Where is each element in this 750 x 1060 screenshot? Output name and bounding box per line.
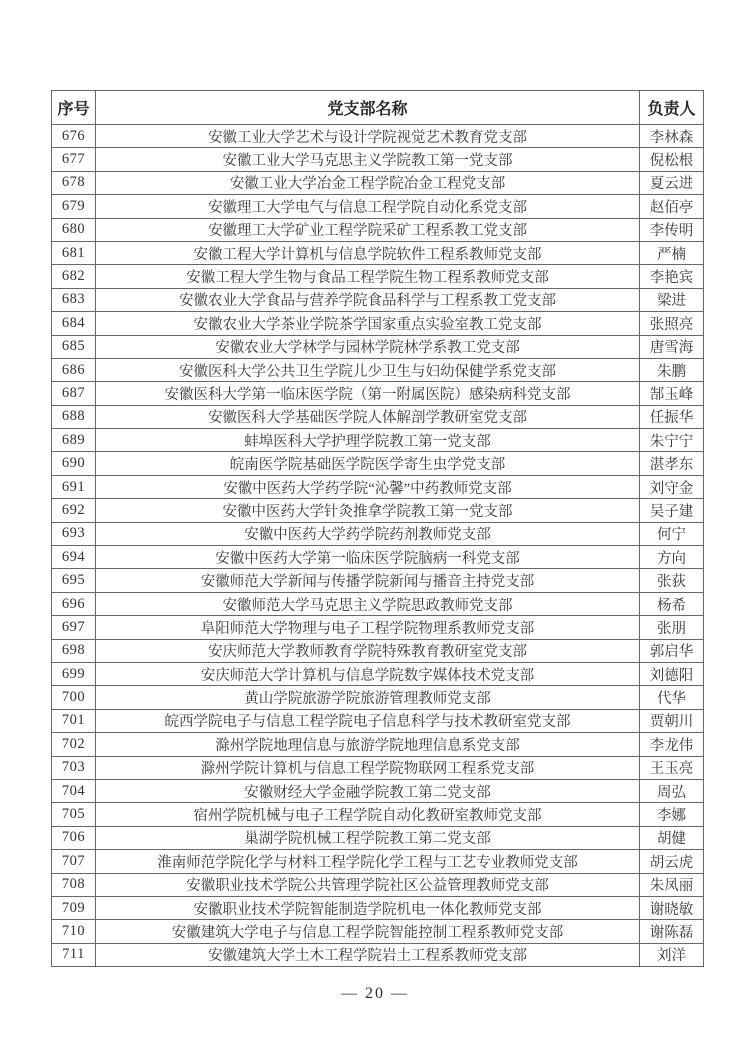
cell-serial-number: 695	[52, 569, 96, 592]
table-row	[52, 312, 704, 335]
cell-branch-name: 安庆师范大学计算机与信息学院数字媒体技术党支部	[96, 662, 640, 685]
table-row	[52, 733, 704, 756]
table-row	[52, 265, 704, 288]
cell-person-in-charge: 杨希	[640, 592, 704, 615]
cell-branch-name: 皖南医学院基础医学院医学寄生虫学党支部	[96, 452, 640, 475]
cell-branch-name: 安徽职业技术学院公共管理学院社区公益管理教师党支部	[96, 873, 640, 896]
table-row	[52, 405, 704, 428]
table-row	[52, 546, 704, 569]
cell-serial-number: 692	[52, 499, 96, 522]
cell-serial-number: 706	[52, 826, 96, 849]
cell-serial-number: 678	[52, 171, 96, 194]
table-body	[52, 125, 704, 967]
cell-serial-number: 711	[52, 943, 96, 966]
cell-person-in-charge: 刘洋	[640, 943, 704, 966]
cell-branch-name: 安徽工程大学计算机与信息学院软件工程系教师党支部	[96, 241, 640, 264]
table-row	[52, 616, 704, 639]
cell-serial-number: 684	[52, 312, 96, 335]
cell-branch-name: 安徽中医药大学药学院“沁馨”中药教师党支部	[96, 475, 640, 498]
table-row	[52, 171, 704, 194]
table-row	[52, 569, 704, 592]
table-row	[52, 125, 704, 148]
cell-branch-name: 皖西学院电子与信息工程学院电子信息科学与技术教研室党支部	[96, 709, 640, 732]
cell-serial-number: 707	[52, 850, 96, 873]
cell-branch-name: 滁州学院地理信息与旅游学院地理信息系党支部	[96, 733, 640, 756]
cell-branch-name: 安徽师范大学新闻与传播学院新闻与播音主持党支部	[96, 569, 640, 592]
table-row	[52, 756, 704, 779]
cell-serial-number: 686	[52, 358, 96, 381]
table-row	[52, 709, 704, 732]
cell-serial-number: 699	[52, 662, 96, 685]
cell-serial-number: 704	[52, 779, 96, 802]
cell-person-in-charge: 朱宁宁	[640, 429, 704, 452]
cell-person-in-charge: 胡云虎	[640, 850, 704, 873]
cell-serial-number: 688	[52, 405, 96, 428]
cell-person-in-charge: 任振华	[640, 405, 704, 428]
cell-branch-name: 安徽工业大学冶金工程学院冶金工程党支部	[96, 171, 640, 194]
cell-serial-number: 710	[52, 920, 96, 943]
cell-serial-number: 698	[52, 639, 96, 662]
cell-person-in-charge: 刘守金	[640, 475, 704, 498]
cell-person-in-charge: 李艳宾	[640, 265, 704, 288]
table-row	[52, 358, 704, 381]
table-row	[52, 499, 704, 522]
table-row	[52, 218, 704, 241]
cell-person-in-charge: 李传明	[640, 218, 704, 241]
cell-branch-name: 安徽中医药大学药学院药剂教师党支部	[96, 522, 640, 545]
cell-branch-name: 宿州学院机械与电子工程学院自动化教研室教师党支部	[96, 803, 640, 826]
cell-serial-number: 709	[52, 896, 96, 919]
table-row	[52, 850, 704, 873]
cell-person-in-charge: 王玉亮	[640, 756, 704, 779]
table-row	[52, 429, 704, 452]
cell-branch-name: 安徽农业大学林学与园林学院林学系教工党支部	[96, 335, 640, 358]
table-row	[52, 639, 704, 662]
cell-serial-number: 701	[52, 709, 96, 732]
header-branch-name: 党支部名称	[96, 91, 640, 125]
cell-serial-number: 689	[52, 429, 96, 452]
cell-branch-name: 阜阳师范大学物理与电子工程学院物理系教师党支部	[96, 616, 640, 639]
table-row	[52, 288, 704, 311]
cell-person-in-charge: 代华	[640, 686, 704, 709]
cell-serial-number: 683	[52, 288, 96, 311]
table-row	[52, 896, 704, 919]
cell-serial-number: 702	[52, 733, 96, 756]
cell-person-in-charge: 严楠	[640, 241, 704, 264]
cell-branch-name: 安徽中医药大学第一临床医学院脑病一科党支部	[96, 546, 640, 569]
cell-serial-number: 676	[52, 125, 96, 148]
cell-branch-name: 蚌埠医科大学护理学院教工第一党支部	[96, 429, 640, 452]
cell-person-in-charge: 倪松根	[640, 148, 704, 171]
cell-branch-name: 安徽医科大学第一临床医学院（第一附属医院）感染病科党支部	[96, 382, 640, 405]
cell-person-in-charge: 何宁	[640, 522, 704, 545]
cell-serial-number: 687	[52, 382, 96, 405]
cell-person-in-charge: 李娜	[640, 803, 704, 826]
cell-person-in-charge: 谢陈磊	[640, 920, 704, 943]
cell-branch-name: 安徽医科大学公共卫生学院儿少卫生与妇幼保健学系党支部	[96, 358, 640, 381]
cell-person-in-charge: 夏云进	[640, 171, 704, 194]
cell-branch-name: 安徽中医药大学针灸推拿学院教工第一党支部	[96, 499, 640, 522]
table-row	[52, 452, 704, 475]
table-row	[52, 920, 704, 943]
cell-serial-number: 703	[52, 756, 96, 779]
cell-branch-name: 淮南师范学院化学与材料工程学院化学工程与工艺专业教师党支部	[96, 850, 640, 873]
cell-branch-name: 安徽建筑大学土木工程学院岩土工程系教师党支部	[96, 943, 640, 966]
cell-branch-name: 安徽工业大学马克思主义学院教工第一党支部	[96, 148, 640, 171]
cell-branch-name: 安徽建筑大学电子与信息工程学院智能控制工程系教师党支部	[96, 920, 640, 943]
table-header-row	[52, 91, 704, 125]
cell-serial-number: 697	[52, 616, 96, 639]
cell-person-in-charge: 吴子建	[640, 499, 704, 522]
cell-person-in-charge: 赵佰亭	[640, 195, 704, 218]
table-row	[52, 475, 704, 498]
cell-person-in-charge: 张朋	[640, 616, 704, 639]
cell-branch-name: 安徽职业技术学院智能制造学院机电一体化教师党支部	[96, 896, 640, 919]
cell-person-in-charge: 唐雪海	[640, 335, 704, 358]
table-row	[52, 382, 704, 405]
cell-serial-number: 679	[52, 195, 96, 218]
cell-branch-name: 安徽农业大学食品与营养学院食品科学与工程系教工党支部	[96, 288, 640, 311]
table-row	[52, 592, 704, 615]
page-number: — 20 —	[341, 985, 409, 1002]
cell-branch-name: 安徽工业大学艺术与设计学院视觉艺术教育党支部	[96, 125, 640, 148]
cell-branch-name: 安徽工程大学生物与食品工程学院生物工程系教师党支部	[96, 265, 640, 288]
table-row	[52, 195, 704, 218]
cell-branch-name: 安徽财经大学金融学院教工第二党支部	[96, 779, 640, 802]
cell-branch-name: 滁州学院计算机与信息工程学院物联网工程系党支部	[96, 756, 640, 779]
cell-serial-number: 708	[52, 873, 96, 896]
table-row	[52, 943, 704, 966]
cell-branch-name: 安庆师范大学教师教育学院特殊教育教研室党支部	[96, 639, 640, 662]
cell-serial-number: 700	[52, 686, 96, 709]
table-row	[52, 826, 704, 849]
cell-serial-number: 682	[52, 265, 96, 288]
table-row	[52, 241, 704, 264]
cell-person-in-charge: 朱鹏	[640, 358, 704, 381]
table-row	[52, 873, 704, 896]
cell-person-in-charge: 周弘	[640, 779, 704, 802]
cell-person-in-charge: 谢晓敏	[640, 896, 704, 919]
cell-serial-number: 693	[52, 522, 96, 545]
cell-serial-number: 681	[52, 241, 96, 264]
cell-person-in-charge: 刘德阳	[640, 662, 704, 685]
cell-person-in-charge: 方向	[640, 546, 704, 569]
cell-serial-number: 705	[52, 803, 96, 826]
cell-serial-number: 690	[52, 452, 96, 475]
table-row	[52, 148, 704, 171]
cell-person-in-charge: 湛孝东	[640, 452, 704, 475]
table-row	[52, 522, 704, 545]
cell-serial-number: 677	[52, 148, 96, 171]
cell-branch-name: 安徽医科大学基础医学院人体解剖学教研室党支部	[96, 405, 640, 428]
cell-person-in-charge: 郭启华	[640, 639, 704, 662]
cell-person-in-charge: 郜玉峰	[640, 382, 704, 405]
cell-serial-number: 680	[52, 218, 96, 241]
cell-person-in-charge: 贾朝川	[640, 709, 704, 732]
cell-serial-number: 694	[52, 546, 96, 569]
cell-branch-name: 巢湖学院机械工程学院教工第二党支部	[96, 826, 640, 849]
table-row	[52, 686, 704, 709]
cell-serial-number: 696	[52, 592, 96, 615]
cell-person-in-charge: 张照亮	[640, 312, 704, 335]
cell-person-in-charge: 李龙伟	[640, 733, 704, 756]
cell-serial-number: 685	[52, 335, 96, 358]
header-serial-number: 序号	[52, 91, 96, 125]
cell-person-in-charge: 朱凤丽	[640, 873, 704, 896]
party-branch-table	[51, 90, 704, 967]
table-row	[52, 803, 704, 826]
cell-branch-name: 安徽理工大学矿业工程学院采矿工程系教工党支部	[96, 218, 640, 241]
header-person-in-charge: 负责人	[640, 91, 704, 125]
cell-serial-number: 691	[52, 475, 96, 498]
cell-branch-name: 安徽农业大学茶业学院茶学国家重点实验室教工党支部	[96, 312, 640, 335]
cell-person-in-charge: 梁进	[640, 288, 704, 311]
cell-person-in-charge: 李林森	[640, 125, 704, 148]
table-row	[52, 662, 704, 685]
cell-person-in-charge: 张荻	[640, 569, 704, 592]
cell-branch-name: 安徽师范大学马克思主义学院思政教师党支部	[96, 592, 640, 615]
cell-branch-name: 黄山学院旅游学院旅游管理教师党支部	[96, 686, 640, 709]
table-row	[52, 335, 704, 358]
table-row	[52, 779, 704, 802]
cell-branch-name: 安徽理工大学电气与信息工程学院自动化系党支部	[96, 195, 640, 218]
cell-person-in-charge: 胡健	[640, 826, 704, 849]
